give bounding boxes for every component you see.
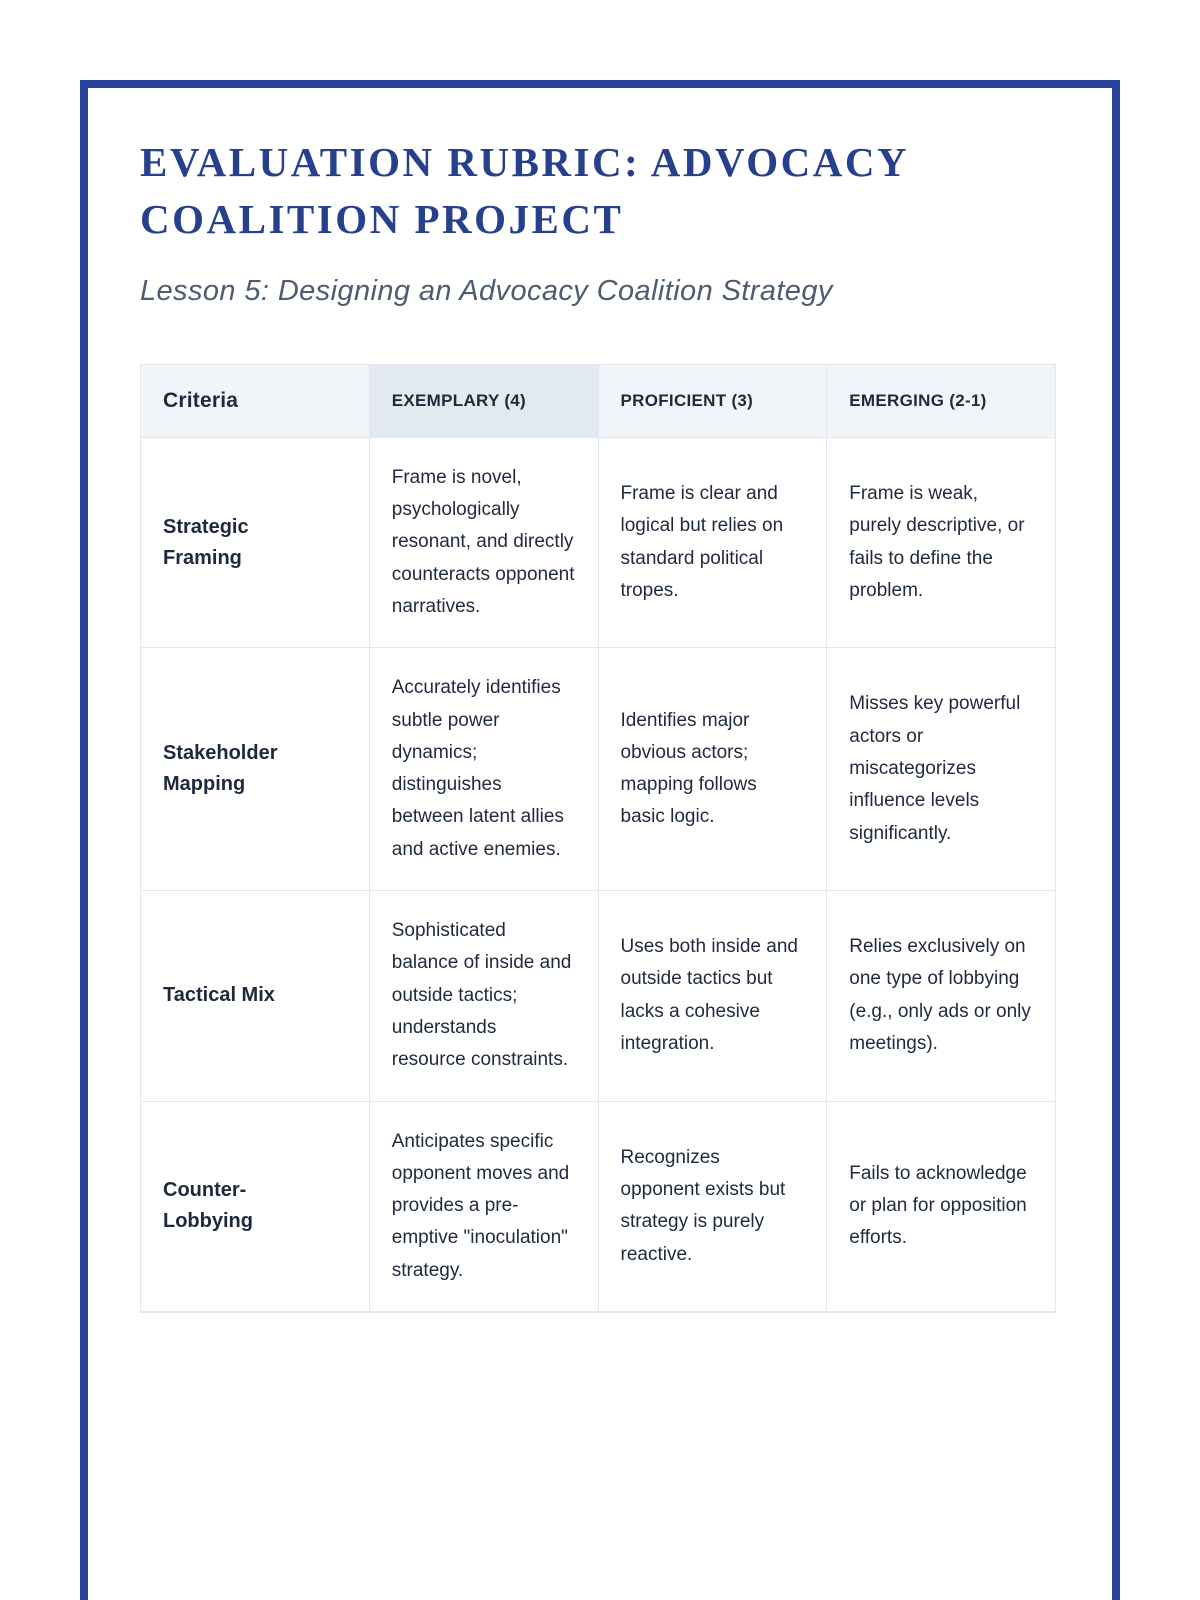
page-subtitle: Lesson 5: Designing an Advocacy Coalition Strategy bbox=[140, 274, 833, 307]
table-row-stakeholder-mapping bbox=[141, 648, 1056, 891]
criteria-label: Tactical Mix bbox=[163, 984, 275, 1007]
table-row-counter-lobbying bbox=[141, 1101, 1056, 1312]
column-header-emerging: EMERGING (2-1) bbox=[827, 364, 1056, 437]
proficient-cell: Uses both inside and outside tactics but lacks a cohesive integration. bbox=[598, 891, 827, 1101]
criteria-label: Stakeholder Mapping bbox=[163, 742, 278, 796]
table-row-tactical-mix bbox=[141, 891, 1056, 1101]
proficient-cell: Identifies major obvious actors; mapping follows basic logic. bbox=[598, 648, 827, 891]
exemplary-cell: Accurately identifies subtle power dynamics; distinguishes between latent allies and active enemies. bbox=[369, 648, 598, 891]
document-frame bbox=[80, 80, 1120, 1600]
column-header-proficient: PROFICIENT (3) bbox=[598, 364, 827, 437]
rubric-table bbox=[140, 364, 1056, 1313]
exemplary-cell: Anticipates specific opponent moves and provides a pre-emptive "inoculation" strategy. bbox=[369, 1101, 598, 1312]
criteria-label: Counter-Lobbying bbox=[163, 1179, 253, 1233]
exemplary-cell: Sophisticated balance of inside and outside tactics; understands resource constraints. bbox=[369, 891, 598, 1101]
emerging-cell: Fails to acknowledge or plan for opposition efforts. bbox=[827, 1101, 1056, 1312]
criteria-label: Strategic Framing bbox=[163, 515, 249, 569]
emerging-cell: Relies exclusively on one type of lobbying (e.g., only ads or only meetings). bbox=[827, 891, 1056, 1101]
criteria-cell bbox=[141, 1101, 370, 1312]
rubric-table-header bbox=[141, 364, 1056, 437]
proficient-cell: Frame is clear and logical but relies on standard political tropes. bbox=[598, 437, 827, 647]
proficient-cell: Recognizes opponent exists but strategy is purely reactive. bbox=[598, 1101, 827, 1312]
criteria-cell bbox=[141, 648, 370, 891]
document-content bbox=[88, 88, 1112, 1313]
table-row-strategic-framing bbox=[141, 437, 1056, 647]
emerging-cell: Misses key powerful actors or miscategorizes influence levels significantly. bbox=[827, 648, 1056, 891]
page-title: EVALUATION RUBRIC: ADVOCACY COALITION PROJECT bbox=[140, 139, 908, 243]
column-header-exemplary: EXEMPLARY (4) bbox=[369, 364, 598, 437]
exemplary-cell: Frame is novel, psychologically resonant, and directly counteracts opponent narratives. bbox=[369, 437, 598, 647]
criteria-cell bbox=[141, 891, 370, 1101]
criteria-cell bbox=[141, 437, 370, 647]
rubric-table-body bbox=[141, 437, 1056, 1312]
column-header-criteria: Criteria bbox=[141, 364, 370, 437]
header-row bbox=[141, 364, 1056, 437]
emerging-cell: Frame is weak, purely descriptive, or fails to define the problem. bbox=[827, 437, 1056, 647]
